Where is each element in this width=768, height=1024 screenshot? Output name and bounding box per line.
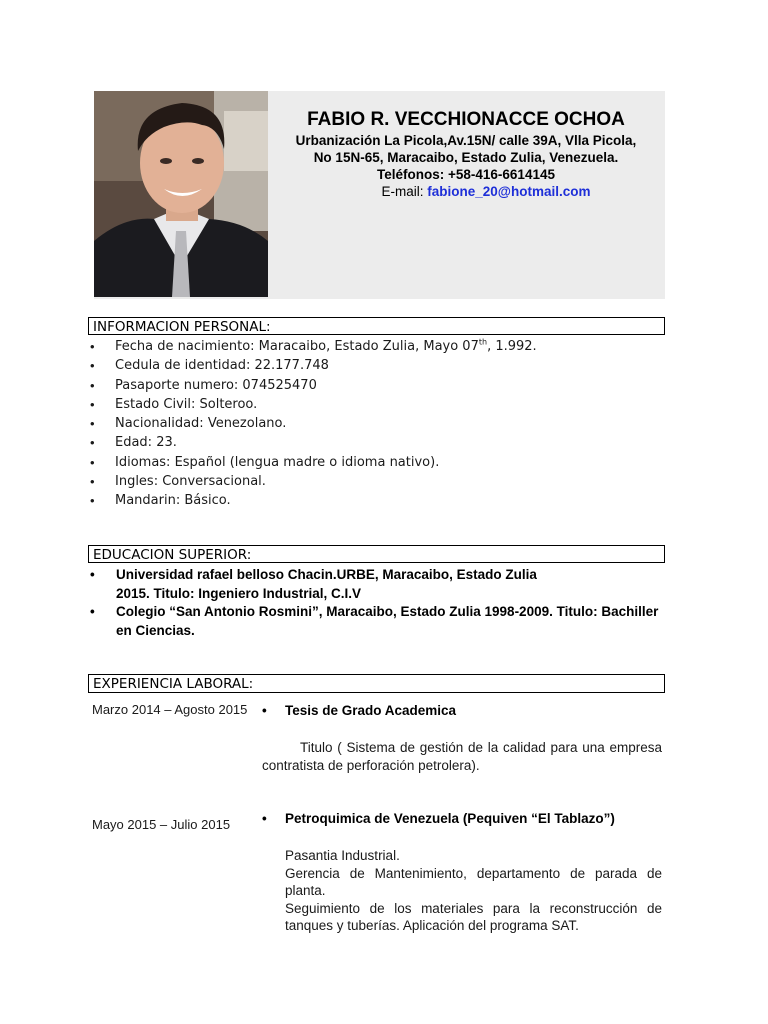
list-item: • Cedula de identidad: 22.177.748 [88, 356, 668, 375]
list-item: • Pasaporte numero: 074525470 [88, 376, 668, 395]
job-title-text: Petroquimica de Venezuela (Pequiven “El Tablazo”) [285, 811, 615, 826]
list-item: • Estado Civil: Solteroo. [88, 395, 668, 414]
education-list [88, 566, 663, 640]
list-item: • Edad: 23. [88, 433, 668, 452]
job-line: Gerencia de Mantenimiento, departamento de parada de planta. [285, 865, 662, 898]
email-link[interactable]: fabione_20@hotmail.com [427, 184, 591, 199]
job-description: Titulo ( Sistema de gestión de la calidad para una empresa contratista de perforación petrolera). [262, 740, 662, 773]
job-date: Mayo 2015 – Julio 2015 [92, 817, 231, 832]
job-date: Marzo 2014 – Agosto 2015 [92, 702, 248, 717]
job-title: • Tesis de Grado Academica [262, 703, 457, 718]
email-line [310, 183, 662, 200]
section-heading-personal: INFORMACION PERSONAL: [88, 317, 665, 335]
profile-photo [94, 91, 268, 297]
contact-block [270, 108, 662, 200]
address-line-1: Urbanización La Picola,Av.15N/ calle 39A, Vlla Picola, [295, 133, 637, 148]
section-heading-experience: EXPERIENCIA LABORAL: [88, 674, 665, 693]
phone-line: Teléfonos: +58-416-6614145 [377, 167, 555, 182]
portrait-image [94, 91, 268, 297]
list-item: • Ingles: Conversacional. [88, 472, 668, 491]
birth-text: Fecha de nacimiento: Maracaibo, Estado Zulia, Mayo 07 [115, 339, 479, 354]
address-line-2: No 15N-65, Maracaibo, Estado Zulia, Venezuela. [313, 150, 619, 165]
candidate-name: FABIO R. VECCHIONACCE OCHOA [307, 109, 625, 130]
list-item: • Idiomas: Español (lengua madre o idioma nativo). [88, 453, 668, 472]
birth-year: , 1.992. [487, 339, 537, 354]
list-item: • Colegio “San Antonio Rosmini”, Maracaibo, Estado Zulia 1998-2009. Titulo: Bachiller en Ciencias. [88, 603, 663, 640]
section-heading-education: EDUCACION SUPERIOR: [88, 545, 665, 563]
job-line: Pasantia Industrial. [285, 848, 400, 863]
list-item: • Universidad rafael belloso Chacin.URBE, Maracaibo, Estado Zulia 2015. Titulo: Ingeniero Industrial, C.I.V [88, 566, 663, 603]
personal-info-list [88, 337, 668, 511]
job-line: Seguimiento de los materiales para la reconstrucción de tanques y tuberías. Aplicación del programa SAT. [285, 900, 662, 933]
job-title-text: Tesis de Grado Academica [285, 703, 457, 718]
job-title: • Petroquimica de Venezuela (Pequiven “El Tablazo”) [262, 811, 615, 826]
birth-sup: th [478, 337, 488, 347]
email-label: E-mail: [381, 184, 428, 199]
list-item: • Nacionalidad: Venezolano. [88, 414, 668, 433]
job-description [285, 847, 662, 935]
list-item: • Mandarin: Básico. [88, 491, 668, 510]
list-item [88, 337, 668, 356]
